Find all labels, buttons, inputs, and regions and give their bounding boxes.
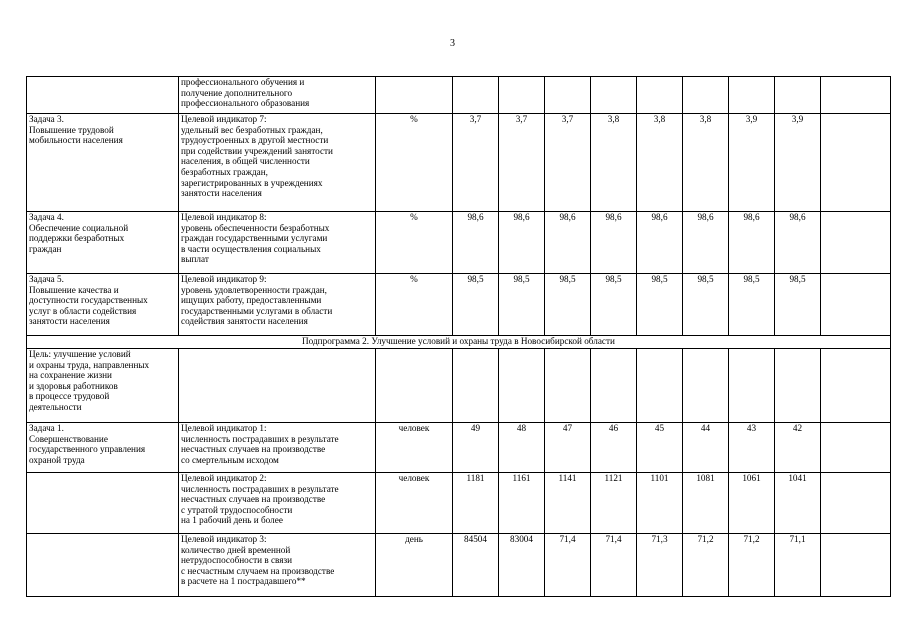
table-row: [27, 274, 891, 336]
value-cell: 45: [637, 423, 683, 473]
unit-cell: [376, 77, 453, 114]
value-cell: [545, 77, 591, 114]
empty-cell: [821, 349, 891, 423]
task-cell-line: мобильности населения: [29, 135, 123, 146]
value-cell: 3,8: [637, 114, 683, 212]
value-cell: 3,8: [683, 114, 729, 212]
indicator-cell: [179, 423, 376, 473]
unit-cell: %: [376, 274, 453, 336]
indicator-cell-line: в расчете на 1 пострадавшего**: [181, 576, 306, 587]
value-cell: 1181: [453, 473, 499, 534]
indicator-cell: [179, 212, 376, 274]
value-cell: [545, 349, 591, 423]
indicator-cell-line: государственными услугами в области: [181, 305, 333, 316]
indicator-cell-line: Целевой индикатор 3:: [181, 534, 267, 544]
task-cell-line: и охраны труда, направленных: [29, 359, 150, 370]
value-cell: 84504: [453, 534, 499, 597]
table-row: [27, 423, 891, 473]
task-cell: [27, 114, 179, 212]
value-cell: 44: [683, 423, 729, 473]
value-cell: [499, 349, 545, 423]
task-cell: [27, 423, 179, 473]
value-cell: 3,9: [729, 114, 775, 212]
value-cell: 47: [545, 423, 591, 473]
unit-cell: день: [376, 534, 453, 597]
value-cell: 98,6: [591, 212, 637, 274]
task-cell: [27, 274, 179, 336]
value-cell: 1101: [637, 473, 683, 534]
indicator-cell-line: занятости населения: [181, 188, 262, 199]
indicator-cell-line: трудоустроенных в другой местности: [181, 135, 329, 146]
task-cell-line: государственного управления: [29, 444, 146, 455]
indicator-cell-line: несчастных случаев на производстве: [181, 444, 326, 455]
task-cell-line: Совершенствование: [29, 433, 108, 444]
value-cell: 98,5: [683, 274, 729, 336]
value-cell: 43: [729, 423, 775, 473]
task-cell: [27, 349, 179, 423]
value-cell: 98,5: [499, 274, 545, 336]
empty-cell: [821, 534, 891, 597]
indicators-table: [26, 76, 891, 597]
indicator-cell-line: выплат: [181, 254, 209, 265]
indicator-cell: [179, 534, 376, 597]
indicator-cell-line: Целевой индикатор 2:: [181, 473, 267, 483]
value-cell: 98,6: [545, 212, 591, 274]
task-cell-line: Повышение качества и: [29, 284, 119, 295]
indicator-cell-line: содействия занятости населения: [181, 316, 308, 327]
value-cell: [591, 77, 637, 114]
value-cell: [683, 77, 729, 114]
empty-cell: [821, 114, 891, 212]
value-cell: 1161: [499, 473, 545, 534]
value-cell: 1081: [683, 473, 729, 534]
value-cell: [775, 349, 821, 423]
table-row: [27, 534, 891, 597]
value-cell: 71,4: [591, 534, 637, 597]
indicator-cell-line: со смертельным исходом: [181, 454, 279, 465]
value-cell: 48: [499, 423, 545, 473]
value-cell: 3,7: [545, 114, 591, 212]
value-cell: 98,6: [499, 212, 545, 274]
unit-cell: человек: [376, 423, 453, 473]
value-cell: 71,2: [729, 534, 775, 597]
task-cell-line: занятости населения: [29, 316, 110, 327]
indicator-cell-line: Целевой индикатор 7:: [181, 114, 267, 124]
indicator-cell-line: численность пострадавших в результате: [181, 433, 339, 444]
indicator-cell-line: несчастных случаев на производстве: [181, 494, 326, 505]
indicator-cell-line: на 1 рабочий день и более: [181, 515, 283, 526]
value-cell: 98,6: [637, 212, 683, 274]
task-cell-line: Задача 3.: [29, 114, 64, 124]
indicator-cell-line: численность пострадавших в результате: [181, 483, 339, 494]
indicator-cell-line: в части осуществления социальных: [181, 243, 321, 254]
value-cell: 42: [775, 423, 821, 473]
unit-cell: человек: [376, 473, 453, 534]
indicator-cell-line: профессионального образования: [181, 98, 310, 109]
task-cell-line: на сохранение жизни: [29, 370, 112, 381]
task-cell-line: Задача 1.: [29, 423, 64, 433]
task-cell-line: граждан: [29, 243, 62, 254]
value-cell: 71,3: [637, 534, 683, 597]
value-cell: 46: [591, 423, 637, 473]
value-cell: 71,4: [545, 534, 591, 597]
value-cell: [453, 77, 499, 114]
value-cell: 3,7: [499, 114, 545, 212]
value-cell: 98,5: [545, 274, 591, 336]
value-cell: 1121: [591, 473, 637, 534]
task-cell-line: поддержки безработных: [29, 233, 125, 244]
table-row: [27, 114, 891, 212]
page-number: 3: [450, 38, 455, 49]
task-cell-line: Обеспечение социальной: [29, 222, 129, 233]
value-cell: 83004: [499, 534, 545, 597]
empty-cell: [821, 212, 891, 274]
indicator-cell: [179, 274, 376, 336]
task-cell-line: охраной труда: [29, 454, 85, 465]
task-cell-line: Задача 5.: [29, 274, 64, 284]
value-cell: [729, 349, 775, 423]
value-cell: 98,5: [729, 274, 775, 336]
task-cell: [27, 212, 179, 274]
task-cell-line: услуг в области содействия: [29, 305, 137, 316]
indicator-cell-line: Целевой индикатор 8:: [181, 212, 267, 222]
value-cell: 1061: [729, 473, 775, 534]
unit-cell: %: [376, 114, 453, 212]
value-cell: [729, 77, 775, 114]
indicator-cell-line: уровень удовлетворенности граждан,: [181, 284, 327, 295]
table-row: [27, 349, 891, 423]
task-cell-line: деятельности: [29, 401, 82, 412]
table-row: [27, 473, 891, 534]
task-cell-line: доступности государственных: [29, 295, 148, 306]
task-cell-line: Цель: улучшение условий: [29, 349, 131, 359]
value-cell: 98,6: [683, 212, 729, 274]
indicator-cell-line: населения, в общей численности: [181, 156, 310, 167]
task-cell: [27, 77, 179, 114]
task-cell-line: Повышение трудовой: [29, 124, 114, 135]
table-row: [27, 336, 891, 349]
value-cell: 98,5: [591, 274, 637, 336]
indicator-cell: [179, 349, 376, 423]
task-cell: [27, 534, 179, 597]
value-cell: 3,9: [775, 114, 821, 212]
empty-cell: [821, 77, 891, 114]
indicator-cell-line: Целевой индикатор 1:: [181, 423, 267, 433]
value-cell: [683, 349, 729, 423]
indicator-cell-line: профессионального обучения и: [181, 77, 305, 87]
table-row: [27, 212, 891, 274]
indicator-cell-line: с несчастным случаем на производстве: [181, 565, 335, 576]
indicator-cell-line: нетрудоспособности в связи: [181, 555, 293, 566]
task-cell: [27, 473, 179, 534]
indicator-cell-line: с утратой трудоспособности: [181, 504, 293, 515]
value-cell: 3,8: [591, 114, 637, 212]
value-cell: 98,5: [637, 274, 683, 336]
value-cell: 98,6: [775, 212, 821, 274]
value-cell: [453, 349, 499, 423]
indicator-cell-line: уровень обеспеченности безработных: [181, 222, 330, 233]
value-cell: 98,5: [453, 274, 499, 336]
value-cell: [637, 349, 683, 423]
table-row: [27, 77, 891, 114]
value-cell: 3,7: [453, 114, 499, 212]
value-cell: [499, 77, 545, 114]
value-cell: 98,6: [729, 212, 775, 274]
value-cell: [637, 77, 683, 114]
indicator-cell-line: Целевой индикатор 9:: [181, 274, 267, 284]
indicator-cell-line: безработных граждан,: [181, 166, 268, 177]
value-cell: [591, 349, 637, 423]
indicator-cell: [179, 114, 376, 212]
empty-cell: [821, 274, 891, 336]
indicator-cell-line: получение дополнительного: [181, 87, 293, 98]
task-cell-line: и здоровья работников: [29, 380, 118, 391]
indicator-cell-line: при содействии учреждений занятости: [181, 145, 333, 156]
indicator-cell-line: ищущих работу, предоставленными: [181, 295, 322, 306]
indicator-cell: [179, 473, 376, 534]
value-cell: 1041: [775, 473, 821, 534]
value-cell: 1141: [545, 473, 591, 534]
indicator-cell-line: зарегистрированных в учреждениях: [181, 177, 323, 188]
unit-cell: [376, 349, 453, 423]
value-cell: [775, 77, 821, 114]
indicator-cell-line: удельный вес безработных граждан,: [181, 124, 323, 135]
indicator-cell-line: количество дней временной: [181, 544, 291, 555]
indicator-cell-line: граждан государственными услугами: [181, 233, 328, 244]
indicator-cell: [179, 77, 376, 114]
task-cell-line: Задача 4.: [29, 212, 64, 222]
value-cell: 71,2: [683, 534, 729, 597]
empty-cell: [821, 473, 891, 534]
value-cell: 49: [453, 423, 499, 473]
task-cell-line: в процессе трудовой: [29, 391, 110, 402]
value-cell: 98,5: [775, 274, 821, 336]
value-cell: 71,1: [775, 534, 821, 597]
unit-cell: %: [376, 212, 453, 274]
value-cell: 98,6: [453, 212, 499, 274]
subprogram-heading: Подпрограмма 2. Улучшение условий и охраны труда в Новосибирской области: [27, 336, 891, 349]
empty-cell: [821, 423, 891, 473]
